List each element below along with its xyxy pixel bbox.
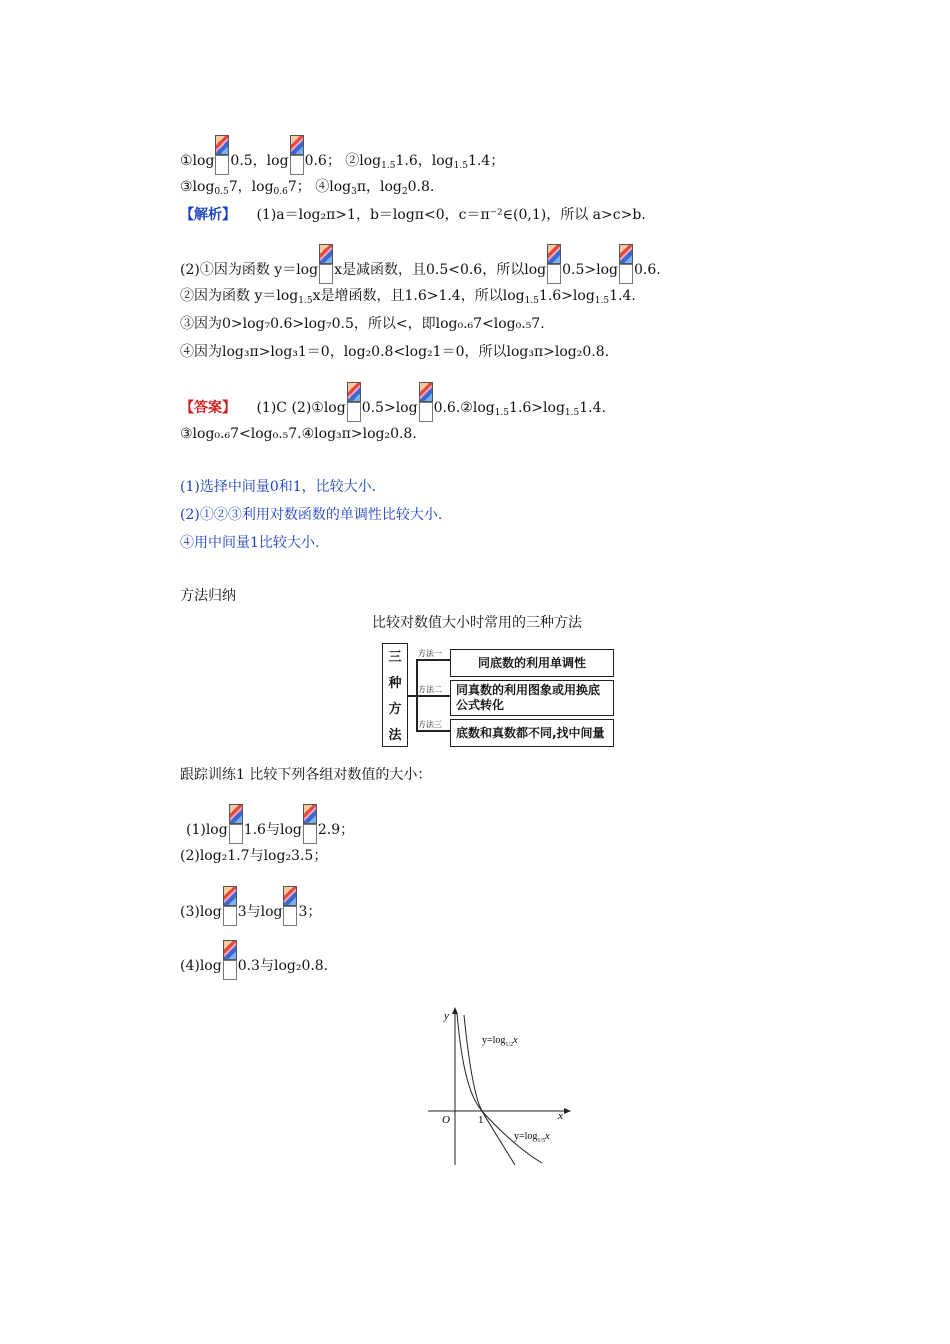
formula-image-icon <box>223 940 237 980</box>
solution-line-4: ③因为0>log₇0.6>log₇0.5，所以<，即log₀.₆7<log₀.₅7. <box>180 316 545 332</box>
solution-line-2: (2)①因为函数 y＝log x是减函数，且0.5<0.6，所以log 0.5>log 0.6. <box>180 244 661 284</box>
practice-q1: (1)log 1.6与log 2.9； <box>186 804 354 844</box>
formula-image-icon <box>223 886 237 926</box>
method-box-2: 同真数的利用图象或用换底公式转化 <box>450 680 614 716</box>
curve2-label: $y=\log_{1/5}x$ <box>514 1131 550 1144</box>
log-graph <box>420 1005 580 1170</box>
x-axis-label: x <box>558 1110 563 1122</box>
solution-line-5: ④因为log₃π>log₃1＝0，log₂0.8<log₂1＝0，所以log₃π>log₂0.8. <box>180 344 610 360</box>
one-label: 1 <box>478 1114 484 1126</box>
problem-line-2: $③\log_{0.5}7$，$\log_{0.6}7$； $④\log_3\pi$，$\log_20.8$. <box>180 179 435 197</box>
practice-title: 跟踪训练1 比较下列各组对数值的大小： <box>180 767 432 783</box>
y-axis-label: y <box>444 1010 449 1022</box>
problem-line-1: ①log 0.5，log 0.6； $②\log_{1.5}1.6$，$\log_{1.5}1.4$； <box>180 135 504 176</box>
formula-image-icon <box>619 244 633 284</box>
solution-line-1: 【解析】 (1)a＝log₂π>1，b＝logπ<0，c＝π⁻²∈(0,1)，所以 a>c>b. <box>180 207 646 223</box>
formula-image-icon <box>319 244 333 284</box>
note-2: (2)①②③利用对数函数的单调性比较大小. <box>180 507 443 523</box>
method-box-3: 底数和真数都不同,找中间量 <box>450 719 614 747</box>
diagram-left-box: 三 种 方 法 <box>382 643 408 747</box>
method-diagram: 三 种 方 法 方法一 方法二 方法三 同底数的利用单调性 同真数的利用图象或用换底公式转化 底数和真数都不同,找中间量 <box>382 643 618 751</box>
answer-line-1: 【答案】 (1)C (2)①log 0.5>log $0.6.②\log_{1.5}1.6>\log_{1.5}1.4$. <box>180 382 606 423</box>
formula-image-icon <box>547 244 561 284</box>
method-title: 比较对数值大小时常用的三种方法 <box>372 615 582 631</box>
formula-image-icon <box>303 804 317 844</box>
solution-line-3: ②因为函数 $y=\log_{1.5}x$是增函数，且1.6>1.4，所以$\log_{1.5}1.6>\log_{1.5}1.4$. <box>180 288 636 306</box>
jiexi-tag: 【解析】 <box>180 207 236 223</box>
practice-q2: (2)log₂1.7与log₂3.5； <box>180 848 328 864</box>
method-heading: 方法归纳 <box>180 588 236 604</box>
method-box-1: 同底数的利用单调性 <box>450 649 614 677</box>
formula-image-icon <box>283 886 297 926</box>
daan-tag: 【答案】 <box>180 400 236 416</box>
practice-q3: (3)log 3与log 3； <box>180 886 321 926</box>
curve1-label: $y=\log_{1/2}x$ <box>482 1035 518 1048</box>
note-3: ④用中间量1比较大小. <box>180 535 320 551</box>
formula-image-icon <box>290 135 304 175</box>
note-1: (1)选择中间量0和1，比较大小. <box>180 479 377 495</box>
answer-line-2: ③log₀.₆7<log₀.₅7.④log₃π>log₂0.8. <box>180 426 417 442</box>
formula-image-icon <box>215 135 229 175</box>
practice-q4: (4)log 0.3与log₂0.8. <box>180 940 328 980</box>
formula-image-icon <box>347 382 361 422</box>
formula-image-icon <box>229 804 243 844</box>
origin-label: O <box>442 1114 450 1126</box>
formula-image-icon <box>419 382 433 422</box>
